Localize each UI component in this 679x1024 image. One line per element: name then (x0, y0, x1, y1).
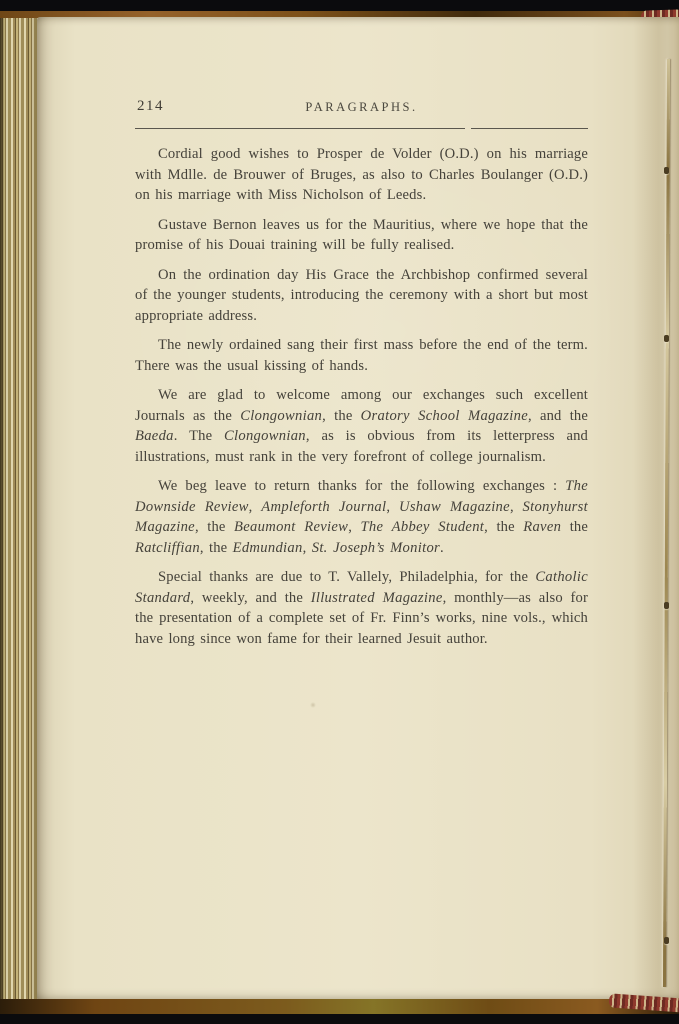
paragraph-1: Cordial good wishes to Prosper de Volder (O.D.) on his marriage with Mdlle. de Brouwer of Bruges, as also to Charles Boulanger (O.D.) on his marriage with Miss Nicholson of Leeds. (135, 146, 588, 203)
book-cover-edge-bottom (0, 999, 679, 1014)
paragraph-7: Special thanks are due to T. Vallely, Philadelphia, for the Catholic Standard, weekly, and the Illustrated Magazine, monthly—as also for the presentation of a complete set of Fr. Finn’s works, nine vols., which have long since won fame for their learned Jesuit author. (135, 569, 588, 647)
paragraph-4: The newly ordained sang their first mass before the end of the term. There was the usual kissing of hands. (135, 337, 588, 374)
stitch-hole-icon (664, 167, 669, 174)
page-stack-edges (0, 18, 40, 1000)
stitch-hole-icon (664, 937, 669, 944)
gutter-fold-shading (633, 17, 679, 1001)
running-header: PARAGRAPHS. (305, 100, 418, 114)
stitch-hole-icon (664, 602, 669, 609)
paragraph-2: Gustave Bernon leaves us for the Mauritius, where we hope that the promise of his Douai training will be fully realised. (135, 216, 588, 253)
paragraph-3: On the ordination day His Grace the Archbishop confirmed several of the younger students, introducing the ceremony with a short but most appropriate address. (135, 266, 588, 324)
text-block (135, 98, 588, 658)
page-header (135, 98, 588, 129)
header-rule-left (135, 128, 465, 130)
stitch-hole-icon (664, 335, 669, 342)
header-rule (135, 128, 588, 130)
page-number: 214 (137, 98, 164, 114)
paragraph-5: We are glad to welcome among our exchanges such excellent Journals as the Clongownian, the Oratory School Magazine, and the Baeda. The Clongownian, as is obvious from its letterpress and illustrations, must rank in the very forefront of college journalism. (135, 387, 588, 465)
header-rule-right (471, 128, 588, 130)
page-body (135, 144, 588, 649)
paragraph-6: We beg leave to return thanks for the following exchanges : The Downside Review, Ampleforth Journal, Ushaw Magazine, Stonyhurst Magazine, the Beaumont Review, The Abbey Student, the Raven the Ratcliffian, the Edmundian, St. Joseph’s Monitor. (135, 478, 588, 556)
book-page (37, 17, 679, 1001)
